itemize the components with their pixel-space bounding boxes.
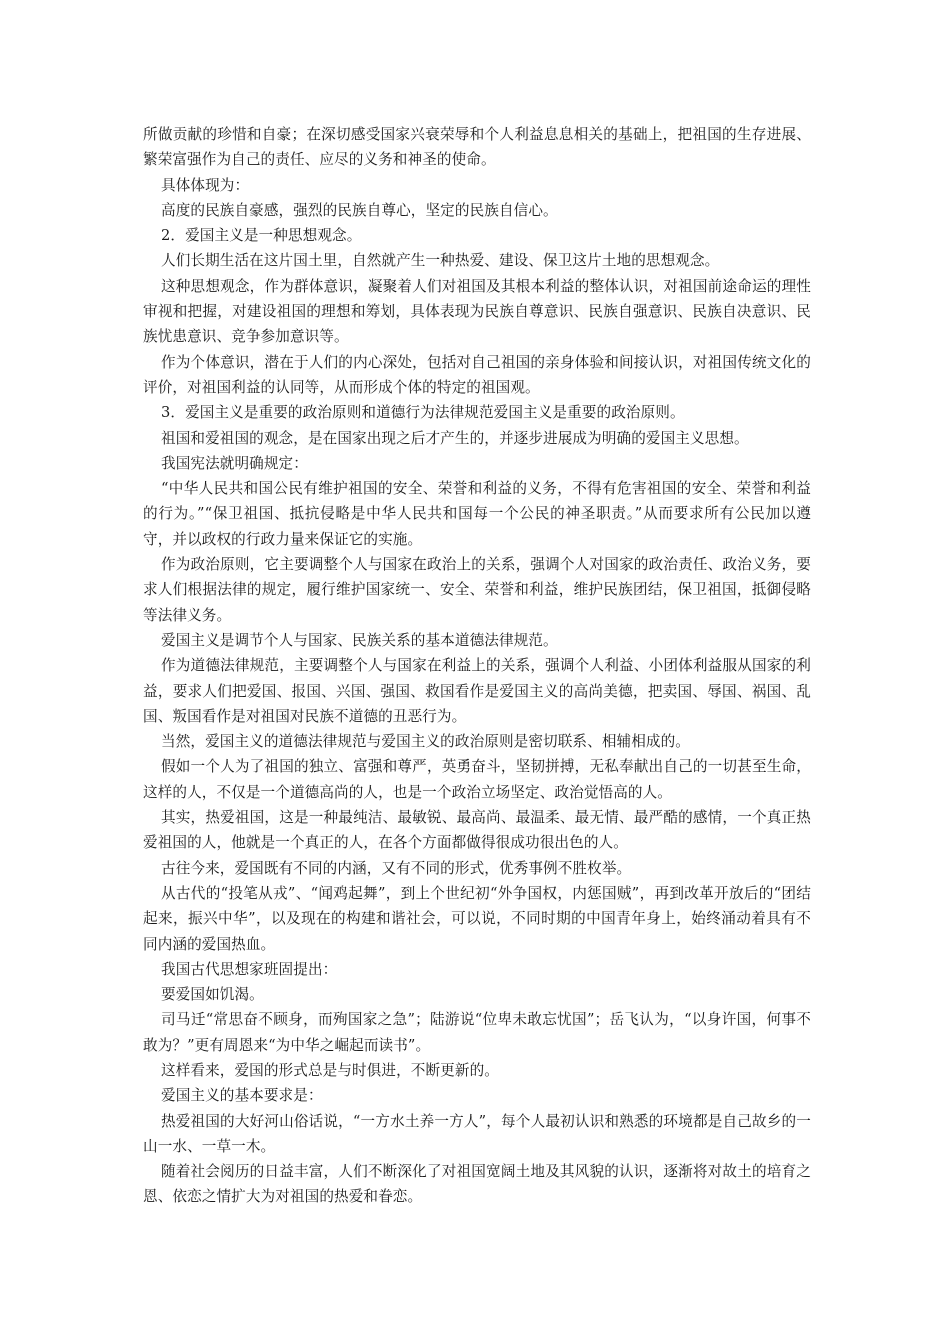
- paragraph-21: 要爱国如饥渴。: [161, 986, 264, 1004]
- paragraph-23: 这样看来，爱国的形式总是与时俱进，不断更新的。: [161, 1061, 499, 1079]
- paragraph-25: 热爱祖国的大好河山俗话说，“一方水土养一方人”，每个人最初认识和熟悉的环境都是自己故乡的一山一水、一草一木。: [143, 1112, 811, 1155]
- paragraph-3: 高度的民族自豪感，强烈的民族自尊心，坚定的民族自信心。: [161, 201, 558, 219]
- section-heading-2: 2．爱国主义是一种思想观念。: [161, 227, 362, 245]
- paragraph-9: 祖国和爱祖国的观念，是在国家出现之后才产生的，并逐步进展成为明确的爱国主义思想。: [161, 429, 749, 447]
- paragraph-19: 从古代的“投笔从戎”、“闻鸡起舞”，到上个世纪初“外争国权，内惩国贼”，再到改革开放后的“团结起来，振兴中华”，以及现在的构建和谐社会，可以说，不同时期的中国青年身上，始终涌动着具有不同内涵的爱国热血。: [143, 884, 811, 953]
- paragraph-7: 作为个体意识，潜在于人们的内心深处，包括对自己祖国的亲身体验和间接认识，对祖国传统文化的评价，对祖国利益的认同等，从而形成个体的特定的祖国观。: [143, 353, 811, 396]
- paragraph-10: 我国宪法就明确规定：: [161, 454, 308, 472]
- paragraph-16: 假如一个人为了祖国的独立、富强和尊严，英勇奋斗，坚韧拼搏，无私奉献出自己的一切甚至生命，这样的人，不仅是一个道德高尚的人，也是一个政治立场坚定、政治觉悟高的人。: [143, 758, 811, 801]
- paragraph-24: 爱国主义的基本要求是：: [161, 1087, 323, 1105]
- paragraph-17: 其实，热爱祖国，这是一种最纯洁、最敏锐、最高尚、最温柔、最无情、最严酷的感情，一个真正热爱祖国的人，他就是一个真正的人，在各个方面都做得很成功很出色的人。: [143, 809, 811, 852]
- paragraph-13: 爱国主义是调节个人与国家、民族关系的基本道德法律规范。: [161, 631, 558, 649]
- paragraph-20: 我国古代思想家班固提出：: [161, 960, 338, 978]
- paragraph-18: 古往今来，爱国既有不同的内涵，又有不同的形式，优秀事例不胜枚举。: [161, 859, 632, 877]
- paragraph-12: 作为政治原则，它主要调整个人与国家在政治上的关系，强调个人对国家的政治责任、政治义务，要求人们根据法律的规定，履行维护国家统一、安全、荣誉和利益，维护民族团结，保卫祖国，抵御侵略等法律义务。: [143, 556, 811, 624]
- paragraph-26: 随着社会阅历的日益丰富，人们不断深化了对祖国宽阔土地及其风貌的认识，逐渐将对故土的培育之恩、依恋之情扩大为对祖国的热爱和眷恋。: [143, 1163, 811, 1206]
- paragraph-14: 作为道德法律规范，主要调整个人与国家在利益上的关系，强调个人利益、小团体利益服从国家的利益，要求人们把爱国、报国、兴国、强国、救国看作是爱国主义的高尚美德，把卖国、辱国、祸国、乱国、叛国看作是对祖国对民族不道德的丑恶行为。: [143, 657, 811, 725]
- paragraph-2: 具体体现为：: [161, 176, 250, 194]
- constitution-quote: “中华人民共和国公民有维护祖国的安全、荣誉和利益的义务，不得有危害祖国的安全、荣誉和利益的行为。”“保卫祖国、抵抗侵略是中华人民共和国每一个公民的神圣职责。”从而要求所有公民加以遵守，并以政权的行政力量来保证它的实施。: [143, 480, 811, 548]
- paragraph-15: 当然，爱国主义的道德法律规范与爱国主义的政治原则是密切联系、相辅相成的。: [161, 733, 690, 751]
- paragraph-22: 司马迁“常思奋不顾身，而殉国家之急”；陆游说“位卑未敢忘忧国”；岳飞认为，“以身许国，何事不敢为？”更有周恩来“为中华之崛起而读书”。: [143, 1011, 811, 1054]
- paragraph-5: 人们长期生活在这片国土里，自然就产生一种热爱、建设、保卫这片土地的思想观念。: [161, 252, 720, 270]
- paragraph-6: 这种思想观念，作为群体意识，凝聚着人们对祖国及其根本利益的整体认识，对祖国前途命运的理性审视和把握，对建设祖国的理想和筹划，具体表现为民族自尊意识、民族自强意识、民族自决意识、民族忧患意识、竞争参加意识等。: [143, 277, 811, 346]
- document-body: [143, 122, 811, 1210]
- section-heading-3: 3．爱国主义是重要的政治原则和道德行为法律规范爱国主义是重要的政治原则。: [161, 404, 685, 422]
- paragraph-1: 所做贡献的珍惜和自豪；在深切感受国家兴衰荣辱和个人利益息息相关的基础上，把祖国的生存进展、繁荣富强作为自己的责任、应尽的义务和神圣的使命。: [143, 126, 811, 169]
